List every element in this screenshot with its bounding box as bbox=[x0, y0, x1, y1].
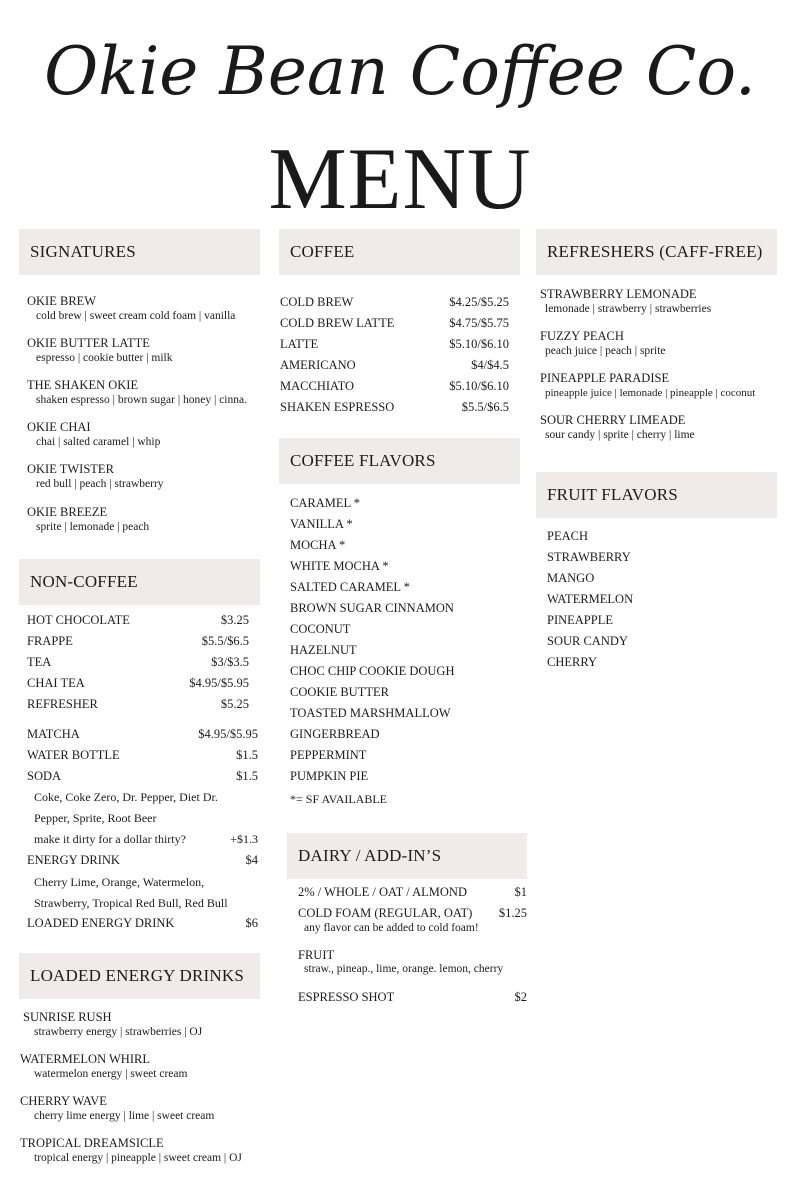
item-name: HOT CHOCOLATE bbox=[27, 613, 130, 627]
refresher-item bbox=[540, 328, 666, 359]
item-name: WATERMELON WHIRL bbox=[20, 1052, 150, 1066]
item-name: REFRESHER bbox=[27, 697, 98, 711]
menu-row bbox=[298, 884, 527, 900]
dairy-heading: DAIRY / ADD-IN’S bbox=[287, 833, 527, 879]
fruit-flavors-heading: FRUIT FLAVORS bbox=[536, 472, 777, 518]
item-name: PINEAPPLE PARADISE bbox=[540, 371, 670, 385]
item-price: $6 bbox=[245, 916, 258, 930]
menu-row bbox=[27, 696, 249, 712]
refresher-item bbox=[540, 286, 711, 317]
flavor-item: PUMPKIN PIE bbox=[290, 769, 369, 783]
item-name: OKIE BREEZE bbox=[27, 505, 108, 519]
coffee-heading: COFFEE bbox=[279, 229, 520, 275]
refresher-item bbox=[540, 370, 755, 401]
item-name: COLD BREW bbox=[280, 295, 354, 309]
item-name: SHAKEN ESPRESSO bbox=[280, 400, 395, 414]
item-price: $3/$3.5 bbox=[211, 655, 249, 669]
item-price: $1 bbox=[514, 885, 527, 899]
fruit-options: straw., pineap., lime, orange. lemon, cherry bbox=[304, 963, 504, 975]
item-name: ESPRESSO SHOT bbox=[298, 990, 395, 1004]
item-price: $5.5/$6.5 bbox=[461, 400, 509, 414]
menu-row bbox=[280, 399, 509, 415]
item-name: CHERRY WAVE bbox=[20, 1094, 107, 1108]
item-name: STRAWBERRY LEMONADE bbox=[540, 287, 697, 301]
item-price: $4.75/$5.75 bbox=[449, 316, 509, 330]
menu-row bbox=[298, 905, 527, 921]
item-description: pineapple juice | lemonade | pineapple | coconut bbox=[545, 387, 756, 399]
item-description: red bull | peach | strawberry bbox=[36, 478, 164, 490]
menu-row bbox=[280, 378, 509, 394]
item-price: $5.10/$6.10 bbox=[449, 379, 509, 393]
item-price: $4.95/$5.95 bbox=[189, 676, 249, 690]
item-price: $2 bbox=[514, 990, 527, 1004]
loaded-energy-item bbox=[20, 1093, 214, 1124]
item-name: COLD FOAM (REGULAR, OAT) bbox=[298, 906, 473, 920]
flavor-item: CARAMEL * bbox=[290, 496, 361, 510]
item-description: watermelon energy | sweet cream bbox=[34, 1068, 188, 1080]
item-name: ENERGY DRINK bbox=[27, 853, 120, 867]
item-name: OKIE TWISTER bbox=[27, 462, 114, 476]
soda-options: Pepper, Sprite, Root Beer bbox=[34, 811, 157, 825]
item-name: make it dirty for a dollar thirty? bbox=[34, 832, 186, 846]
signature-item bbox=[27, 335, 173, 366]
energy-options: Strawberry, Tropical Red Bull, Red Bull bbox=[34, 896, 228, 910]
flavor-item: VANILLA * bbox=[290, 517, 353, 531]
cold-foam-note: any flavor can be added to cold foam! bbox=[304, 922, 479, 934]
item-name: SOUR CHERRY LIMEADE bbox=[540, 413, 686, 427]
flavor-item: MOCHA * bbox=[290, 538, 346, 552]
item-description: shaken espresso | brown sugar | honey | cinna. bbox=[36, 394, 247, 406]
loaded-energy-item bbox=[23, 1009, 202, 1040]
item-name: OKIE BUTTER LATTE bbox=[27, 336, 150, 350]
item-name: OKIE CHAI bbox=[27, 420, 91, 434]
signatures-heading: SIGNATURES bbox=[19, 229, 260, 275]
item-price: $5.25 bbox=[220, 697, 249, 711]
menu-row bbox=[27, 633, 249, 649]
item-description: sprite | lemonade | peach bbox=[36, 521, 150, 533]
menu-row bbox=[27, 675, 249, 691]
menu-row bbox=[27, 654, 249, 670]
item-name: FRAPPE bbox=[27, 634, 73, 648]
item-name: FUZZY PEACH bbox=[540, 329, 624, 343]
item-price: $1.5 bbox=[236, 748, 258, 762]
item-name: THE SHAKEN OKIE bbox=[27, 378, 139, 392]
fruit-flavor-item: STRAWBERRY bbox=[547, 550, 631, 564]
item-name: OKIE BREW bbox=[27, 294, 97, 308]
flavor-item: COOKIE BUTTER bbox=[290, 685, 389, 699]
flavor-item: BROWN SUGAR CINNAMON bbox=[290, 601, 454, 615]
item-name: TROPICAL DREAMSICLE bbox=[20, 1136, 164, 1150]
item-name: AMERICANO bbox=[280, 358, 356, 372]
non-coffee-heading: NON-COFFEE bbox=[19, 559, 260, 605]
item-price: $4.95/$5.95 bbox=[198, 727, 258, 741]
sugar-free-note: *= SF AVAILABLE bbox=[290, 792, 388, 806]
fruit-flavor-item: SOUR CANDY bbox=[547, 634, 628, 648]
menu-row bbox=[280, 336, 509, 352]
item-description: cherry lime energy | lime | sweet cream bbox=[34, 1110, 215, 1122]
loaded-energy-heading: LOADED ENERGY DRINKS bbox=[19, 953, 260, 999]
brand-name: Okie Bean Coffee Co. bbox=[44, 33, 756, 110]
energy-options: Cherry Lime, Orange, Watermelon, bbox=[34, 875, 205, 889]
item-price: $4/$4.5 bbox=[471, 358, 509, 372]
flavor-item: SALTED CARAMEL * bbox=[290, 580, 410, 594]
soda-options: Coke, Coke Zero, Dr. Pepper, Diet Dr. bbox=[34, 790, 218, 804]
menu-row bbox=[27, 915, 258, 931]
flavor-item: PEPPERMINT bbox=[290, 748, 367, 762]
refreshers-heading: REFRESHERS (CAFF-FREE) bbox=[536, 229, 777, 275]
item-price: $5.10/$6.10 bbox=[449, 337, 509, 351]
dirty-soda-row bbox=[34, 831, 258, 847]
menu-row bbox=[27, 726, 258, 742]
flavor-item: GINGERBREAD bbox=[290, 727, 380, 741]
item-description: tropical energy | pineapple | sweet cream | OJ bbox=[34, 1152, 242, 1164]
item-name: CHAI TEA bbox=[27, 676, 85, 690]
fruit-flavor-item: MANGO bbox=[547, 571, 595, 585]
signature-item bbox=[27, 377, 247, 408]
item-price: $4 bbox=[245, 853, 258, 867]
item-description: peach juice | peach | sprite bbox=[545, 345, 666, 357]
flavor-item: COCONUT bbox=[290, 622, 351, 636]
flavor-item: HAZELNUT bbox=[290, 643, 357, 657]
item-price: $1.25 bbox=[498, 906, 527, 920]
item-name: 2% / WHOLE / OAT / ALMOND bbox=[298, 885, 467, 899]
item-price: +$1.3 bbox=[230, 832, 258, 846]
menu-row bbox=[27, 612, 249, 628]
item-name: COLD BREW LATTE bbox=[280, 316, 395, 330]
item-price: $4.25/$5.25 bbox=[449, 295, 509, 309]
item-name: TEA bbox=[27, 655, 52, 669]
loaded-energy-item bbox=[20, 1051, 187, 1082]
menu-row bbox=[27, 852, 258, 868]
signature-item bbox=[27, 419, 160, 450]
item-name: LATTE bbox=[280, 337, 319, 351]
item-description: sour candy | sprite | cherry | lime bbox=[545, 429, 695, 441]
item-name: SUNRISE RUSH bbox=[23, 1010, 112, 1024]
signature-item bbox=[27, 504, 149, 535]
item-price: $5.5/$6.5 bbox=[201, 634, 249, 648]
item-name: SODA bbox=[27, 769, 62, 783]
fruit-label: FRUIT bbox=[298, 948, 335, 962]
item-description: lemonade | strawberry | strawberries bbox=[545, 303, 712, 315]
item-description: espresso | cookie butter | milk bbox=[36, 352, 173, 364]
coffee-flavors-heading: COFFEE FLAVORS bbox=[279, 438, 520, 484]
item-description: strawberry energy | strawberries | OJ bbox=[34, 1026, 203, 1038]
item-name: WATER BOTTLE bbox=[27, 748, 120, 762]
menu-row bbox=[298, 989, 527, 1005]
menu-row bbox=[27, 768, 258, 784]
item-description: cold brew | sweet cream cold foam | vanilla bbox=[36, 310, 236, 322]
item-price: $1.5 bbox=[236, 769, 258, 783]
flavor-item: CHOC CHIP COOKIE DOUGH bbox=[290, 664, 455, 678]
menu-row bbox=[280, 315, 509, 331]
refresher-item bbox=[540, 412, 695, 443]
fruit-flavor-item: PEACH bbox=[547, 529, 588, 543]
signature-item bbox=[27, 293, 235, 324]
loaded-energy-item bbox=[20, 1135, 242, 1166]
fruit-flavor-item: CHERRY bbox=[547, 655, 598, 669]
menu-row bbox=[280, 294, 509, 310]
menu-row bbox=[27, 747, 258, 763]
fruit-flavor-item: WATERMELON bbox=[547, 592, 634, 606]
item-price: $3.25 bbox=[220, 613, 249, 627]
flavor-item: TOASTED MARSHMALLOW bbox=[290, 706, 451, 720]
item-name: MACCHIATO bbox=[280, 379, 355, 393]
item-name: MATCHA bbox=[27, 727, 80, 741]
menu-row bbox=[280, 357, 509, 373]
signature-item bbox=[27, 461, 164, 492]
flavor-item: WHITE MOCHA * bbox=[290, 559, 389, 573]
item-name: LOADED ENERGY DRINK bbox=[27, 916, 175, 930]
item-description: chai | salted caramel | whip bbox=[36, 436, 161, 448]
menu-title: MENU bbox=[268, 131, 532, 228]
fruit-flavor-item: PINEAPPLE bbox=[547, 613, 613, 627]
